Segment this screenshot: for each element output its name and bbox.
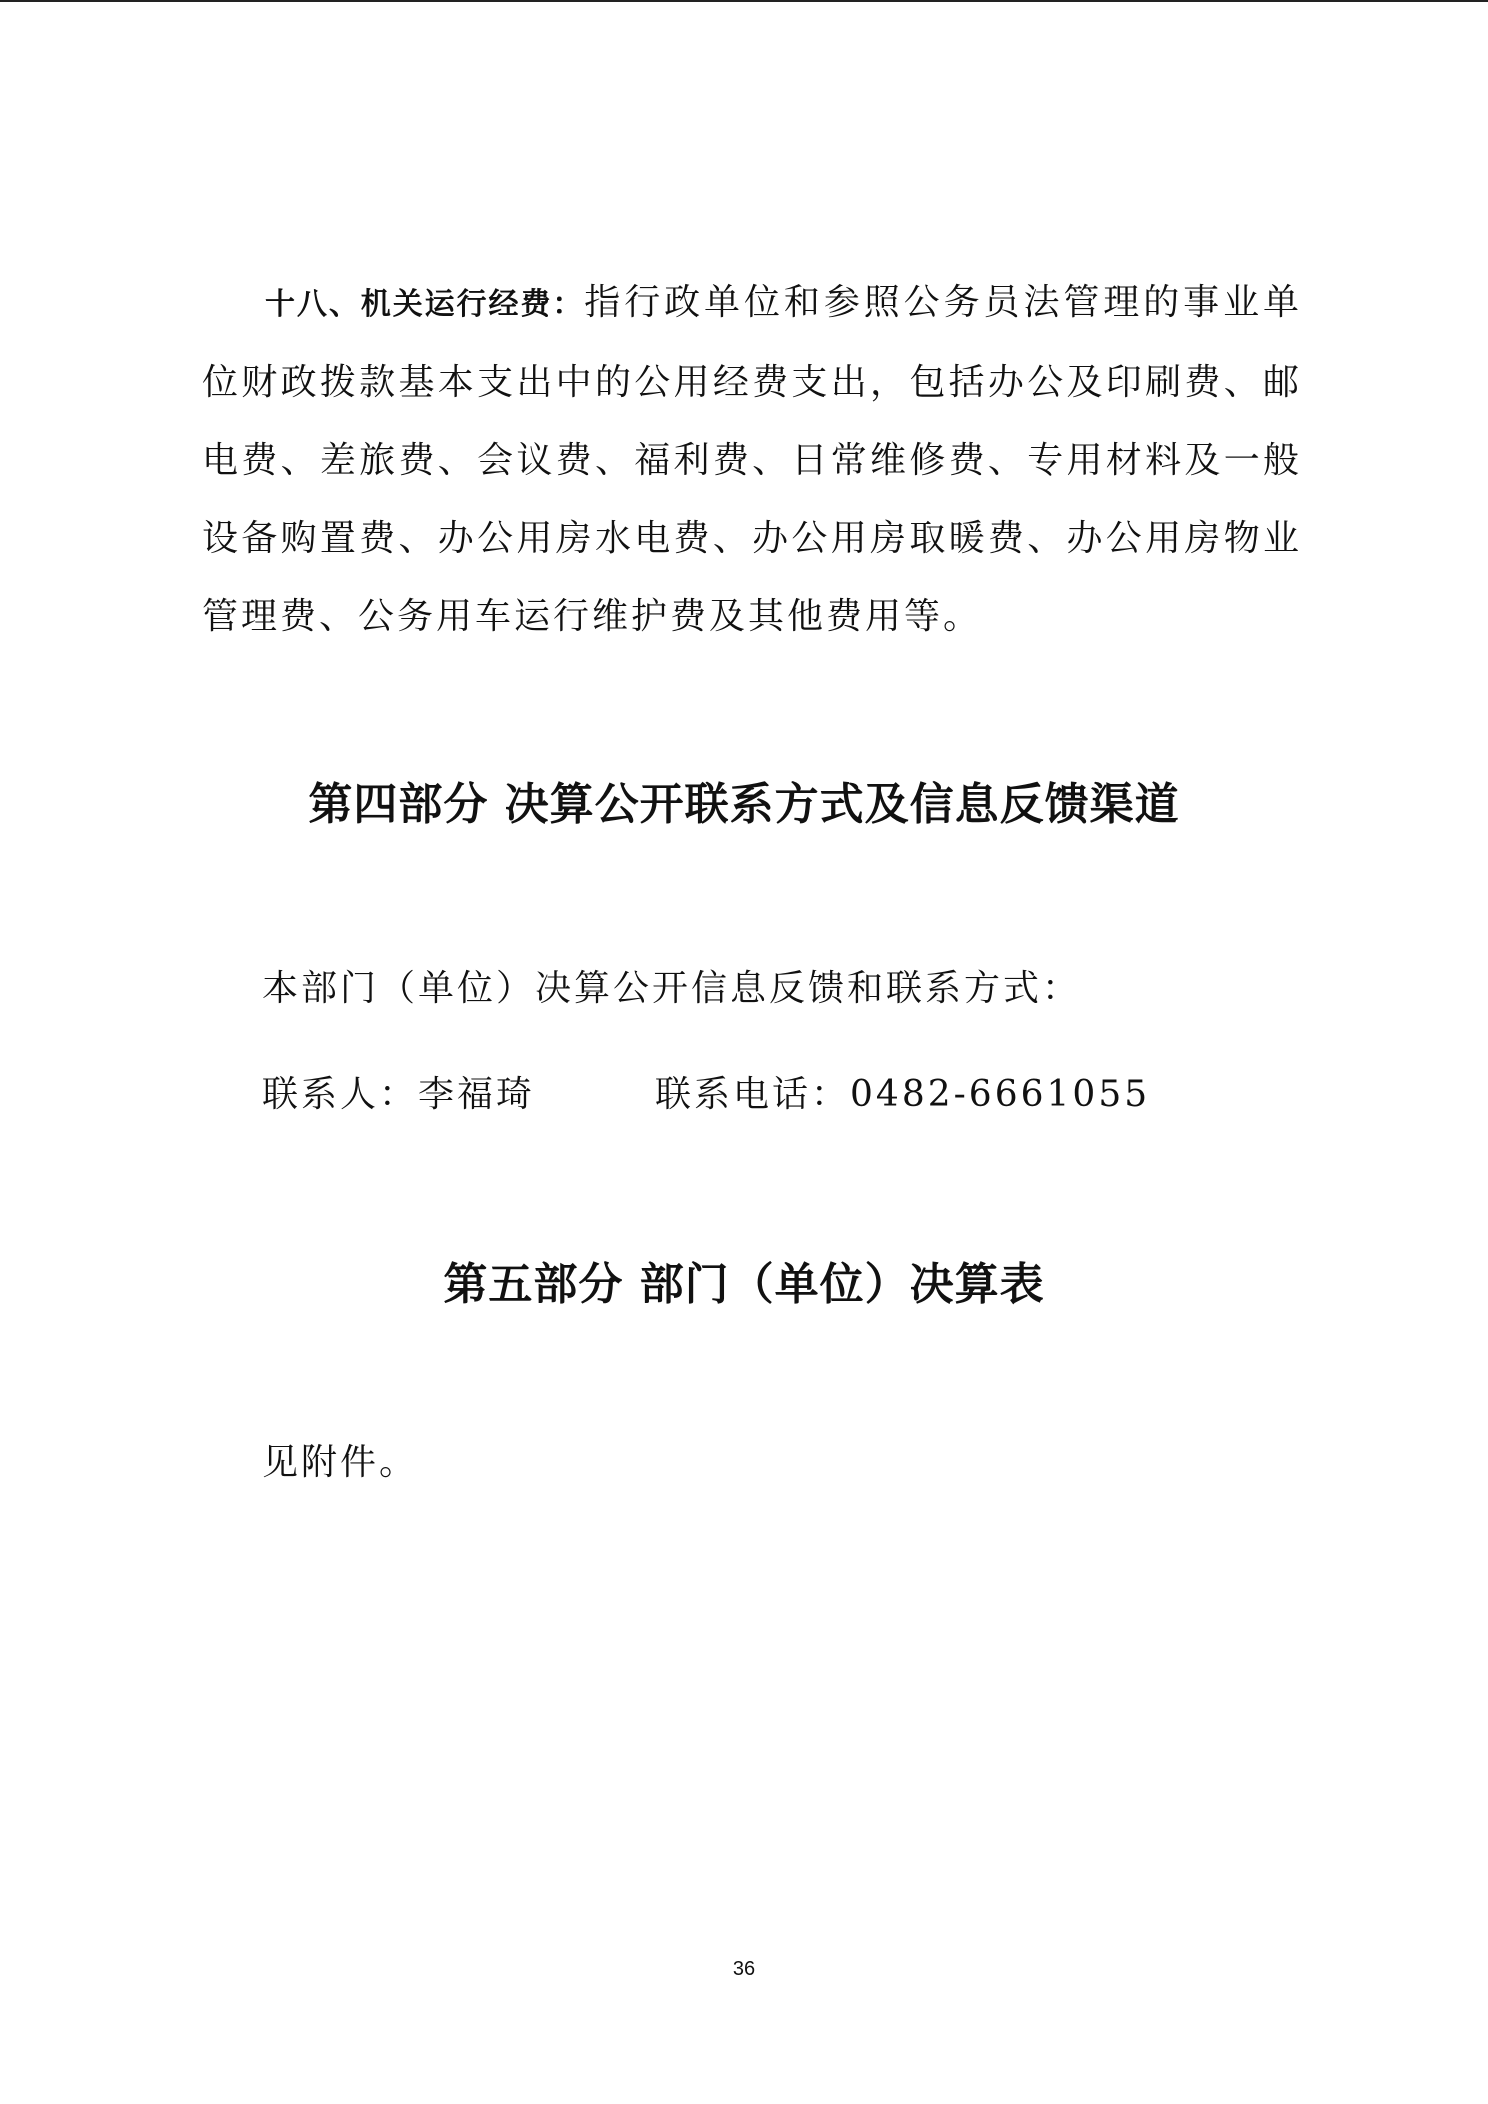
contact-phone: 联系电话：0482-6661055 <box>655 1074 1151 1115</box>
section-4-heading: 第四部分 决算公开联系方式及信息反馈渠道 <box>308 779 1180 830</box>
contact-person: 联系人：李福琦 <box>262 1074 536 1115</box>
contact-line <box>262 1066 1150 1117</box>
definition-paragraph <box>202 264 1302 656</box>
definition-text: 指行政单位和参照公务员法管理的事业单位财政拨款基本支出中的公用经费支出，包括办公及印刷费、邮电费、差旅费、会议费、福利费、日常维修费、专用材料及一般设备购置费、办公用房水电费、办公用房取暖费、办公用房物业管理费、公务用车运行维护费及其他费用等。 <box>202 282 1302 637</box>
contact-intro: 本部门（单位）决算公开信息反馈和联系方式： <box>262 968 1082 1009</box>
page-top-border <box>0 0 1488 2</box>
definition-term: 十八、机关运行经费： <box>265 287 585 322</box>
page-number: 36 <box>732 1958 756 1980</box>
attachment-note: 见附件。 <box>262 1442 419 1483</box>
section-5-heading: 第五部分 部门（单位）决算表 <box>443 1259 1045 1310</box>
